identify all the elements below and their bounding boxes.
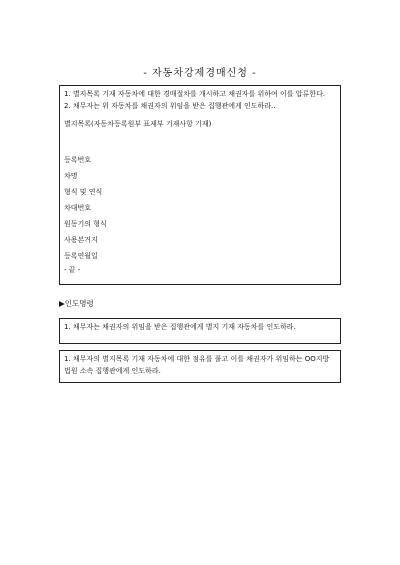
- delivery-order-box-2: [59, 350, 341, 383]
- end-mark: - 끝 -: [64, 266, 81, 274]
- delivery-order-item-1: 1. 채무자는 채권자의 위임을 받은 집행관에게 별지 기재 자동차를 인도하라.: [64, 323, 296, 331]
- field-chassis-number: 차대번호: [64, 204, 92, 212]
- list-heading: 별지목록(자동차등록원부 표제부 기재사항 기재): [64, 120, 212, 128]
- delivery-order-item-2: 1. 채무자의 별지목록 기재 자동차에 대한 점유를 풀고 이를 채권자가 위임하는 OO지방법원 소속 집행관에게 인도하라.: [64, 355, 330, 375]
- field-base-location: 사용본거지: [64, 236, 98, 244]
- field-vehicle-name: 차명: [64, 172, 78, 180]
- field-registration-date: 등록연월일: [64, 252, 98, 260]
- delivery-order-box-1: [59, 318, 341, 344]
- field-model-year: 형식 및 연식: [64, 188, 103, 196]
- page-title: - 자동차강제경매신청 -: [143, 68, 257, 79]
- petition-item-1: 1. 별지목록 기재 자동차에 대한 경매절차를 개시하고 채권자를 위하여 이를 압류한다.: [64, 90, 326, 98]
- delivery-order-label: ▶인도명령: [59, 299, 94, 308]
- field-registration-number: 등록번호: [64, 156, 92, 164]
- petition-item-2: 2. 채무자는 위 자동차를 채권자의 위임을 받은 집행관에게 인도하라..: [64, 102, 276, 110]
- petition-box: [59, 85, 341, 285]
- field-engine-type: 원동기의 형식: [64, 220, 107, 228]
